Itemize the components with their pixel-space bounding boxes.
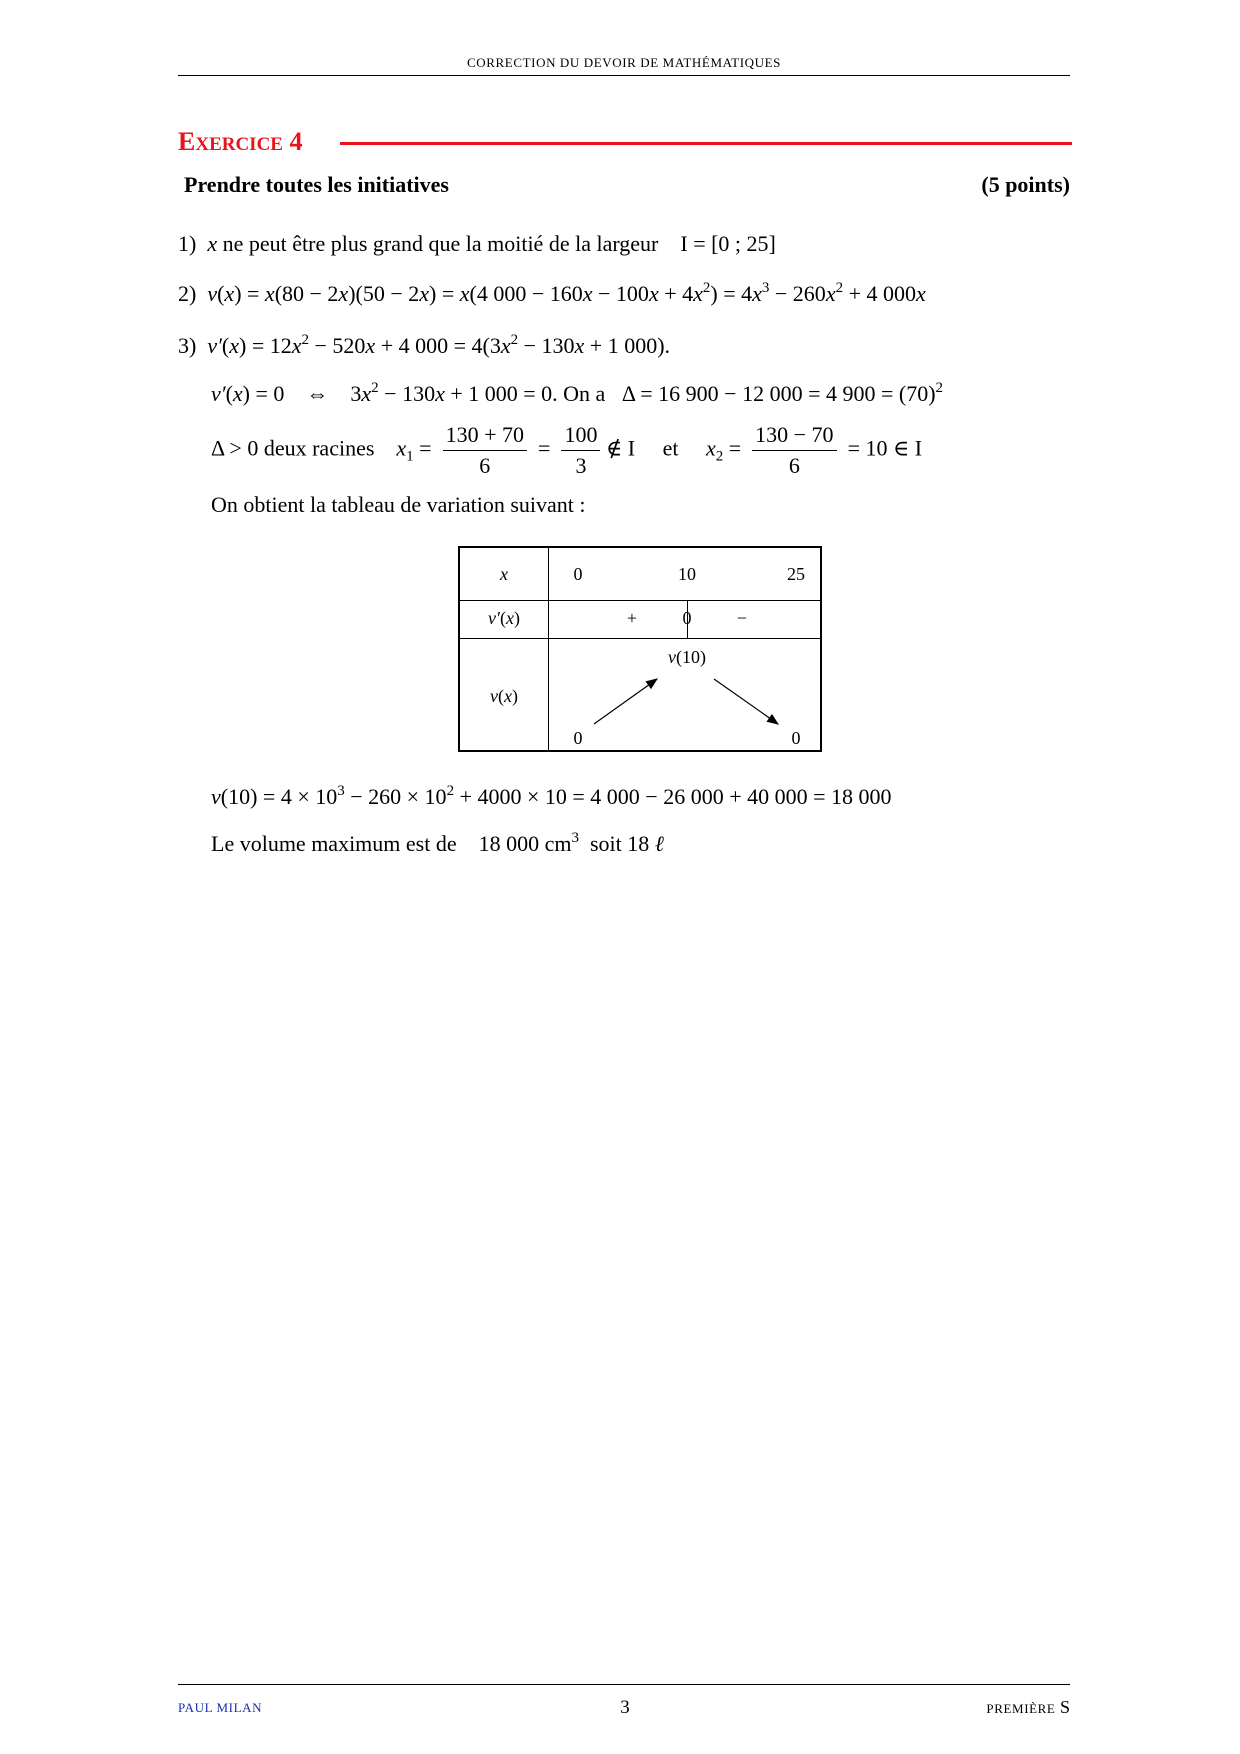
fraction-denominator: 6 bbox=[479, 453, 491, 478]
m: 3 bbox=[571, 830, 579, 846]
m: + 1 000 = 0. On a bbox=[444, 381, 606, 406]
m: ( bbox=[217, 281, 225, 306]
m: x bbox=[264, 281, 275, 306]
m: + 4 bbox=[658, 281, 694, 306]
equivalence-symbol: ⇔ bbox=[306, 381, 329, 406]
m: v′ bbox=[211, 381, 226, 406]
m: ∉ I bbox=[605, 435, 636, 461]
max-volume-conclusion bbox=[211, 831, 664, 857]
sign-plus: + bbox=[626, 608, 638, 628]
m: Δ = 16 900 − 12 000 = 4 900 = (70) bbox=[621, 381, 936, 406]
m: 2 bbox=[301, 332, 309, 348]
fraction-numerator: 130 − 70 bbox=[752, 420, 836, 451]
question-1 bbox=[178, 231, 776, 257]
decreasing-arrow bbox=[714, 679, 778, 724]
fraction-x2 bbox=[752, 420, 836, 481]
row-label-derivative: v′(x) bbox=[488, 608, 520, 628]
m: x bbox=[229, 333, 239, 358]
m: − 260 × 10 bbox=[344, 784, 447, 809]
x-value: 25 bbox=[787, 564, 805, 584]
m: ) = 4 bbox=[710, 281, 753, 306]
m: x bbox=[224, 281, 235, 306]
m: x bbox=[361, 381, 372, 406]
exercise-title bbox=[178, 127, 302, 157]
m: (80 − 2 bbox=[274, 281, 339, 306]
exercise-title-rule bbox=[340, 142, 1072, 145]
footer-class-name: PREMIÈRE bbox=[986, 1701, 1056, 1716]
m: v′ bbox=[207, 333, 222, 358]
m: ) = bbox=[234, 281, 265, 306]
m: 2 bbox=[371, 380, 379, 396]
m: x bbox=[435, 381, 445, 406]
m: x bbox=[338, 281, 349, 306]
question-number: 1) bbox=[178, 231, 197, 256]
variation-intro: On obtient la tableau de variation suivant : bbox=[211, 492, 586, 517]
footer-class bbox=[900, 1697, 1070, 1718]
m: 1 bbox=[406, 448, 414, 465]
m: 2 bbox=[702, 280, 711, 296]
m: x bbox=[291, 333, 302, 358]
m: Le volume maximum est de bbox=[211, 831, 457, 856]
m: − 520 bbox=[309, 333, 366, 358]
header-rule bbox=[178, 75, 1070, 76]
exercise-title-initial: E bbox=[178, 127, 196, 156]
m: = 10 ∈ I bbox=[847, 435, 923, 461]
fraction-x1-simplified bbox=[561, 420, 600, 481]
m: + 4 000 bbox=[843, 281, 916, 306]
page-number: 3 bbox=[620, 1697, 630, 1718]
m: v bbox=[207, 281, 218, 306]
m: x bbox=[574, 333, 585, 358]
m: ) = bbox=[429, 281, 460, 306]
m: (4 000 − 160 bbox=[469, 281, 583, 306]
m: 2 bbox=[510, 332, 519, 348]
question-number: 2) bbox=[178, 281, 197, 306]
m: x bbox=[582, 281, 593, 306]
m: x bbox=[916, 281, 926, 306]
m: x bbox=[459, 281, 470, 306]
m: x bbox=[365, 333, 376, 358]
fraction-numerator: 100 bbox=[561, 420, 600, 451]
exercise-title-rest: XERCICE bbox=[195, 134, 283, 155]
m: x bbox=[752, 281, 762, 306]
row-label-x: x bbox=[500, 564, 508, 584]
m: (10) = 4 × 10 bbox=[220, 784, 338, 809]
roots-line bbox=[211, 420, 922, 481]
m: x bbox=[705, 435, 716, 461]
m: − 260 bbox=[769, 281, 826, 306]
m: x bbox=[648, 281, 659, 306]
m: + 4000 × 10 = 4 000 − 26 000 + 40 000 = 18 000 bbox=[454, 784, 892, 809]
m: 2 bbox=[446, 783, 455, 799]
m: = bbox=[413, 435, 432, 461]
variation-table bbox=[458, 546, 822, 752]
m: ) = 0 bbox=[242, 381, 285, 406]
m: ) = 12 bbox=[239, 333, 292, 358]
x-value: 10 bbox=[678, 564, 696, 584]
max-value-label: v(10) bbox=[668, 647, 706, 667]
m: 2 bbox=[715, 448, 724, 465]
m: ( bbox=[225, 381, 233, 406]
min-value-right: 0 bbox=[791, 728, 801, 748]
m: x bbox=[693, 281, 703, 306]
litre-symbol: ℓ bbox=[654, 831, 664, 856]
m: − 100 bbox=[592, 281, 649, 306]
exercise-subtitle: Prendre toutes les initiatives bbox=[184, 172, 449, 197]
fraction-numerator: 130 + 70 bbox=[443, 420, 527, 451]
m: )(50 − 2 bbox=[348, 281, 420, 306]
min-value-left: 0 bbox=[573, 728, 583, 748]
m: v bbox=[211, 784, 221, 809]
question-1-text: ne peut être plus grand que la moitié de la largeur bbox=[222, 231, 659, 256]
increasing-arrow bbox=[594, 679, 657, 724]
m: Δ > 0 deux racines bbox=[211, 435, 375, 461]
sign-minus: − bbox=[736, 608, 748, 628]
m: x bbox=[500, 333, 511, 358]
m: − 130 bbox=[518, 333, 575, 358]
m: 3 bbox=[350, 381, 362, 406]
m: − 130 bbox=[378, 381, 436, 406]
m: 18 000 cm bbox=[478, 831, 572, 856]
fraction-denominator: 6 bbox=[788, 453, 800, 478]
m: soit 18 bbox=[590, 831, 650, 856]
m: = bbox=[538, 435, 551, 461]
exercise-points: (5 points) bbox=[981, 172, 1070, 197]
question-3 bbox=[178, 333, 670, 359]
question-2 bbox=[178, 281, 926, 307]
footer-rule bbox=[178, 1684, 1070, 1685]
variation-arrows bbox=[460, 548, 824, 754]
fraction-x1 bbox=[443, 420, 527, 481]
m: x bbox=[232, 381, 243, 406]
m: 2 bbox=[835, 280, 844, 296]
fraction-denominator: 3 bbox=[575, 453, 587, 478]
m: 3 bbox=[337, 783, 345, 799]
m: 2 bbox=[935, 380, 944, 396]
m: + 1 000). bbox=[584, 333, 671, 358]
m: + 4 000 = 4(3 bbox=[375, 333, 501, 358]
x-value: 0 bbox=[573, 564, 583, 584]
math-var: x bbox=[207, 231, 218, 256]
m: ( bbox=[221, 333, 230, 358]
exercise-number: 4 bbox=[289, 127, 303, 156]
m: 3 bbox=[761, 280, 770, 296]
max-volume-computation bbox=[211, 784, 892, 810]
interval-definition: I = [0 ; 25] bbox=[680, 231, 776, 256]
m: et bbox=[662, 435, 679, 461]
m: x bbox=[825, 281, 836, 306]
m: x bbox=[396, 435, 407, 461]
m: x bbox=[419, 281, 430, 306]
derivative-zero-line bbox=[211, 381, 943, 407]
row-label-function: v(x) bbox=[490, 686, 518, 706]
footer-class-letter: S bbox=[1059, 1697, 1070, 1717]
running-header: CORRECTION DU DEVOIR DE MATHÉMATIQUES bbox=[467, 55, 781, 70]
m: = bbox=[723, 435, 742, 461]
footer-author: PAUL MILAN bbox=[178, 1700, 263, 1715]
sign-zero: 0 bbox=[682, 608, 692, 628]
question-number: 3) bbox=[178, 333, 197, 358]
